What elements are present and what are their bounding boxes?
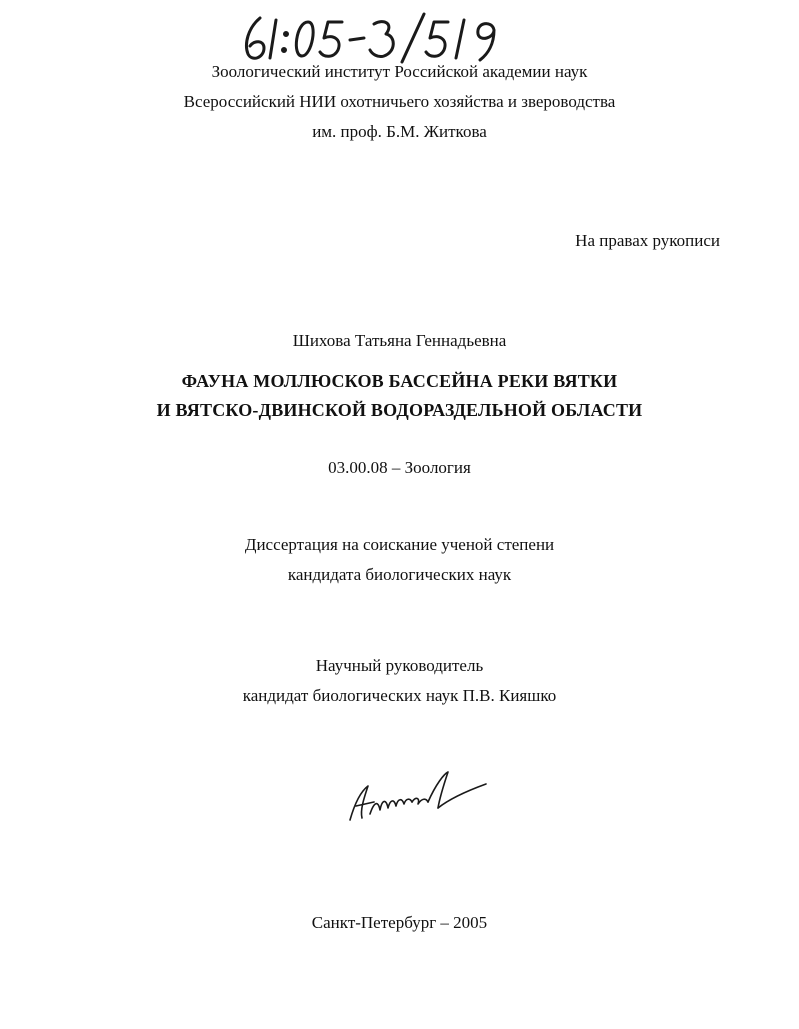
signature — [340, 762, 490, 832]
supervisor-name: кандидат биологических наук П.В. Кияшко — [242, 686, 557, 705]
dissertation-title-line-1: ФАУНА МОЛЛЮСКОВ БАССЕЙНА РЕКИ ВЯТКИ — [181, 371, 618, 391]
institution-line-3: им. проф. Б.М. Житкова — [312, 122, 487, 141]
handwriting-icon — [238, 8, 518, 64]
city-year: Санкт-Петербург – 2005 — [311, 913, 488, 932]
specialty-code: 03.00.08 – Зоология — [328, 458, 471, 477]
archive-number-handwritten — [238, 8, 518, 64]
author-name: Шихова Татьяна Геннадьевна — [292, 331, 507, 350]
degree-line-1: Диссертация на соискание ученой степени — [244, 535, 555, 554]
institution-line-1: Зоологический институт Российской академии наук — [211, 62, 588, 81]
degree-line-2: кандидата биологических наук — [287, 565, 512, 584]
supervisor-label: Научный руководитель — [315, 656, 484, 675]
signature-icon — [340, 762, 490, 832]
institution-line-2: Всероссийский НИИ охотничьего хозяйства и звероводства — [183, 92, 616, 111]
manuscript-rights-note: На правах рукописи — [575, 231, 720, 250]
dissertation-title-line-2: И ВЯТСКО-ДВИНСКОЙ ВОДОРАЗДЕЛЬНОЙ ОБЛАСТИ — [156, 400, 643, 420]
